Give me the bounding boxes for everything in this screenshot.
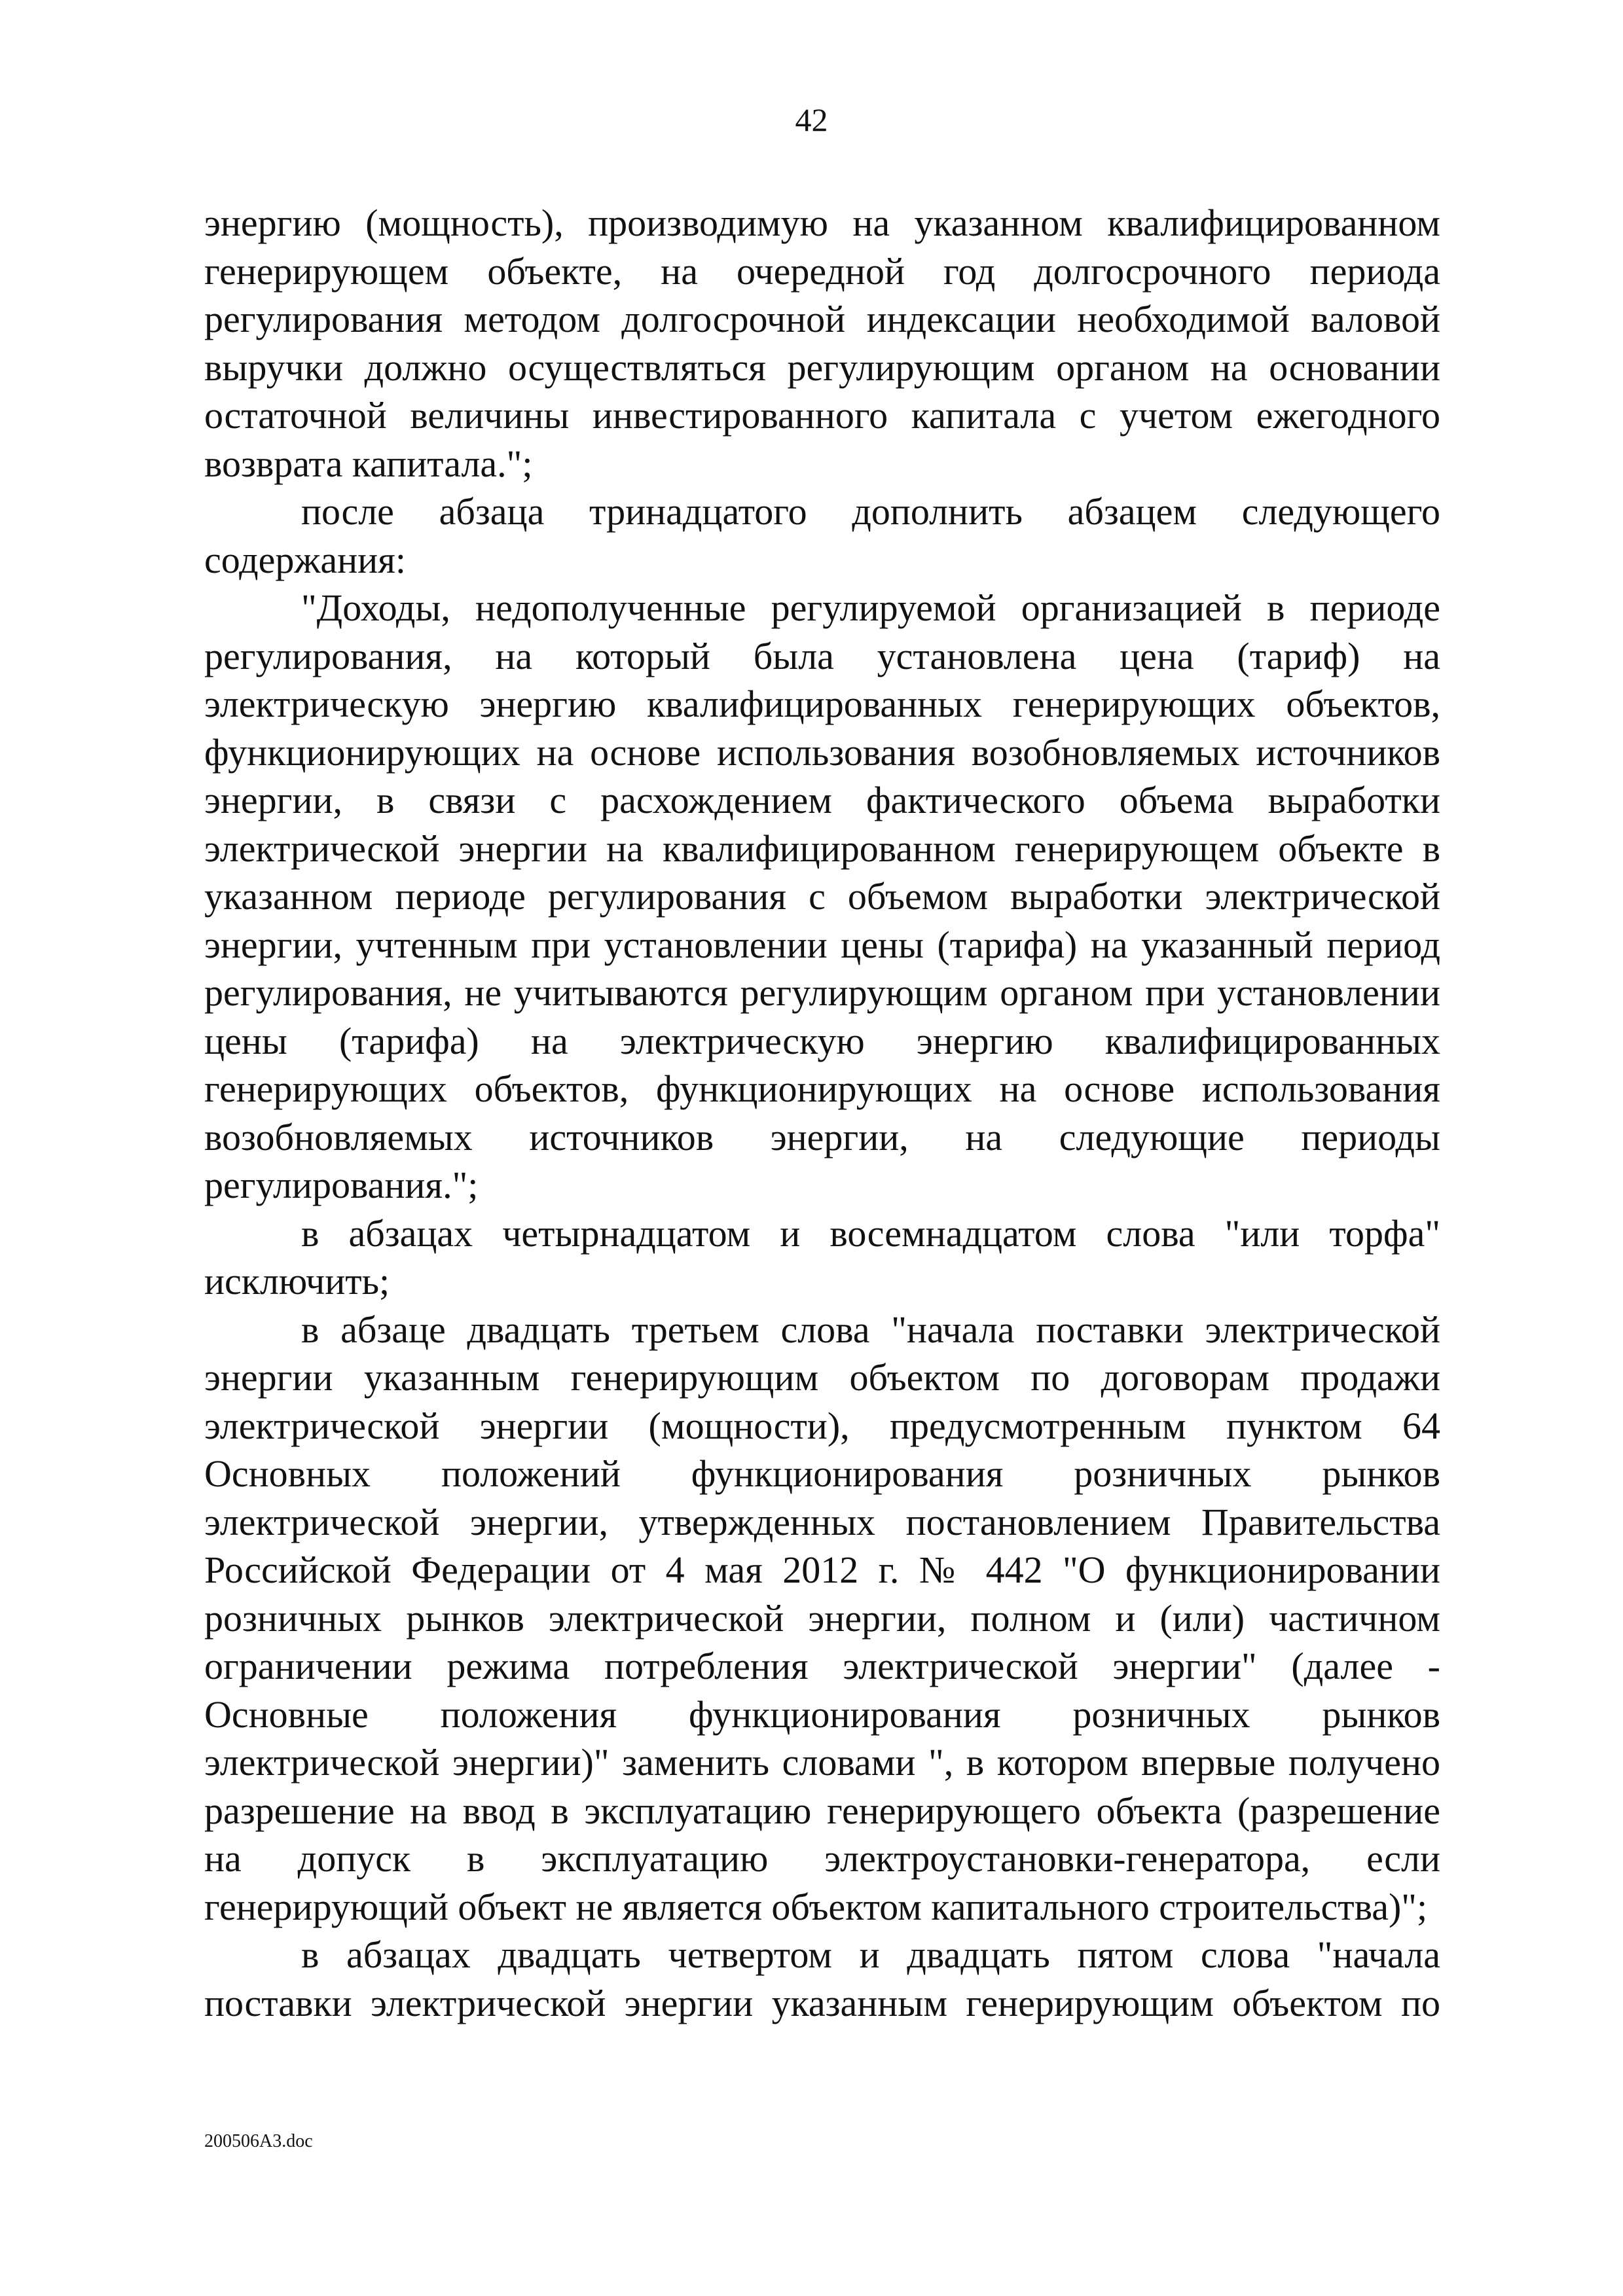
text-line: поставки электрической энергии указанным генерирующим объектом по [204, 1981, 1440, 2024]
text-line: электрической энергии (мощности), предусмотренным пунктом 64 [204, 1404, 1440, 1447]
text-line: Российской Федерации от 4 мая 2012 г. № 442 "О функционировании [204, 1549, 1440, 1591]
text-line: в абзаце двадцать третьем слова "начала поставки электрической [301, 1308, 1440, 1351]
text-line: в абзацах четырнадцатом и восемнадцатом слова "или торфа" [301, 1211, 1440, 1255]
text-line: возобновляемых источников энергии, на следующие периоды [204, 1115, 1440, 1158]
text-line: исключить; [204, 1260, 390, 1302]
text-line: в абзацах двадцать четвертом и двадцать пятом слова "начала [301, 1933, 1440, 1976]
text-line: энергии, учтенным при установлении цены (тарифа) на указанный период [204, 923, 1440, 966]
text-line: регулирования методом долгосрочной индексации необходимой валовой [204, 298, 1440, 340]
text-line: электрической энергии)" заменить словами ", в котором впервые получено [204, 1741, 1440, 1784]
text-line: розничных рынков электрической энергии, полном и (или) частичном [204, 1596, 1440, 1640]
text-line: на допуск в эксплуатацию электроустановки-генератора, если [204, 1837, 1440, 1880]
document-file-id: 200506A3.doc [204, 2131, 313, 2151]
text-line: остаточной величины инвестированного капитала с учетом ежегодного [204, 394, 1440, 437]
text-line: генерирующем объекте, на очередной год долгосрочного периода [204, 249, 1440, 293]
text-line: электрической энергии на квалифицированном генерирующем объекте в [204, 827, 1440, 870]
document-body [204, 199, 1440, 2027]
text-line: содержания: [204, 538, 407, 581]
paragraph [204, 199, 1440, 488]
paragraph [204, 1931, 1440, 2027]
text-line: цены (тарифа) на электрическую энергию квалифицированных [204, 1019, 1440, 1062]
text-line: электрической энергии, утвержденных постановлением Правительства [204, 1500, 1440, 1543]
text-line: Основных положений функционирования розничных рынков [204, 1452, 1440, 1495]
text-line: Основные положения функционирования розничных рынков [204, 1693, 1440, 1736]
text-line: разрешение на ввод в эксплуатацию генерирующего объекта (разрешение [204, 1789, 1440, 1832]
text-line: регулирования, не учитываются регулирующим органом при установлении [204, 971, 1440, 1014]
paragraph [204, 1306, 1440, 1931]
paragraph [204, 488, 1440, 584]
text-line: ограничении режима потребления электрической энергии" (далее - [204, 1645, 1440, 1687]
paragraph [204, 1210, 1440, 1306]
text-line: регулирования, на который была установлена цена (тариф) на [204, 634, 1440, 677]
text-line: энергии, в связи с расхождением фактического объема выработки [204, 779, 1440, 821]
text-line: энергию (мощность), производимую на указанном квалифицированном [204, 202, 1440, 244]
paragraph [204, 584, 1440, 1210]
text-line: возврата капитала."; [204, 442, 533, 485]
text-line: энергии указанным генерирующим объектом по договорам продажи [204, 1356, 1440, 1399]
text-line: генерирующих объектов, функционирующих на основе использования [204, 1067, 1440, 1110]
text-line: регулирования."; [204, 1164, 479, 1206]
text-line: "Доходы, недополученные регулируемой организацией в периоде [301, 586, 1440, 629]
text-line: электрическую энергию квалифицированных генерирующих объектов, [204, 683, 1440, 725]
text-line: указанном периоде регулирования с объемом выработки электрической [204, 875, 1440, 918]
page-number: 42 [795, 101, 828, 138]
text-line: функционирующих на основе использования возобновляемых источников [204, 730, 1440, 774]
text-line: генерирующий объект не является объектом капитального строительства)"; [204, 1885, 1428, 1928]
text-line: после абзаца тринадцатого дополнить абзацем следующего [301, 490, 1440, 533]
text-line: выручки должно осуществляться регулирующим органом на основании [204, 346, 1440, 389]
